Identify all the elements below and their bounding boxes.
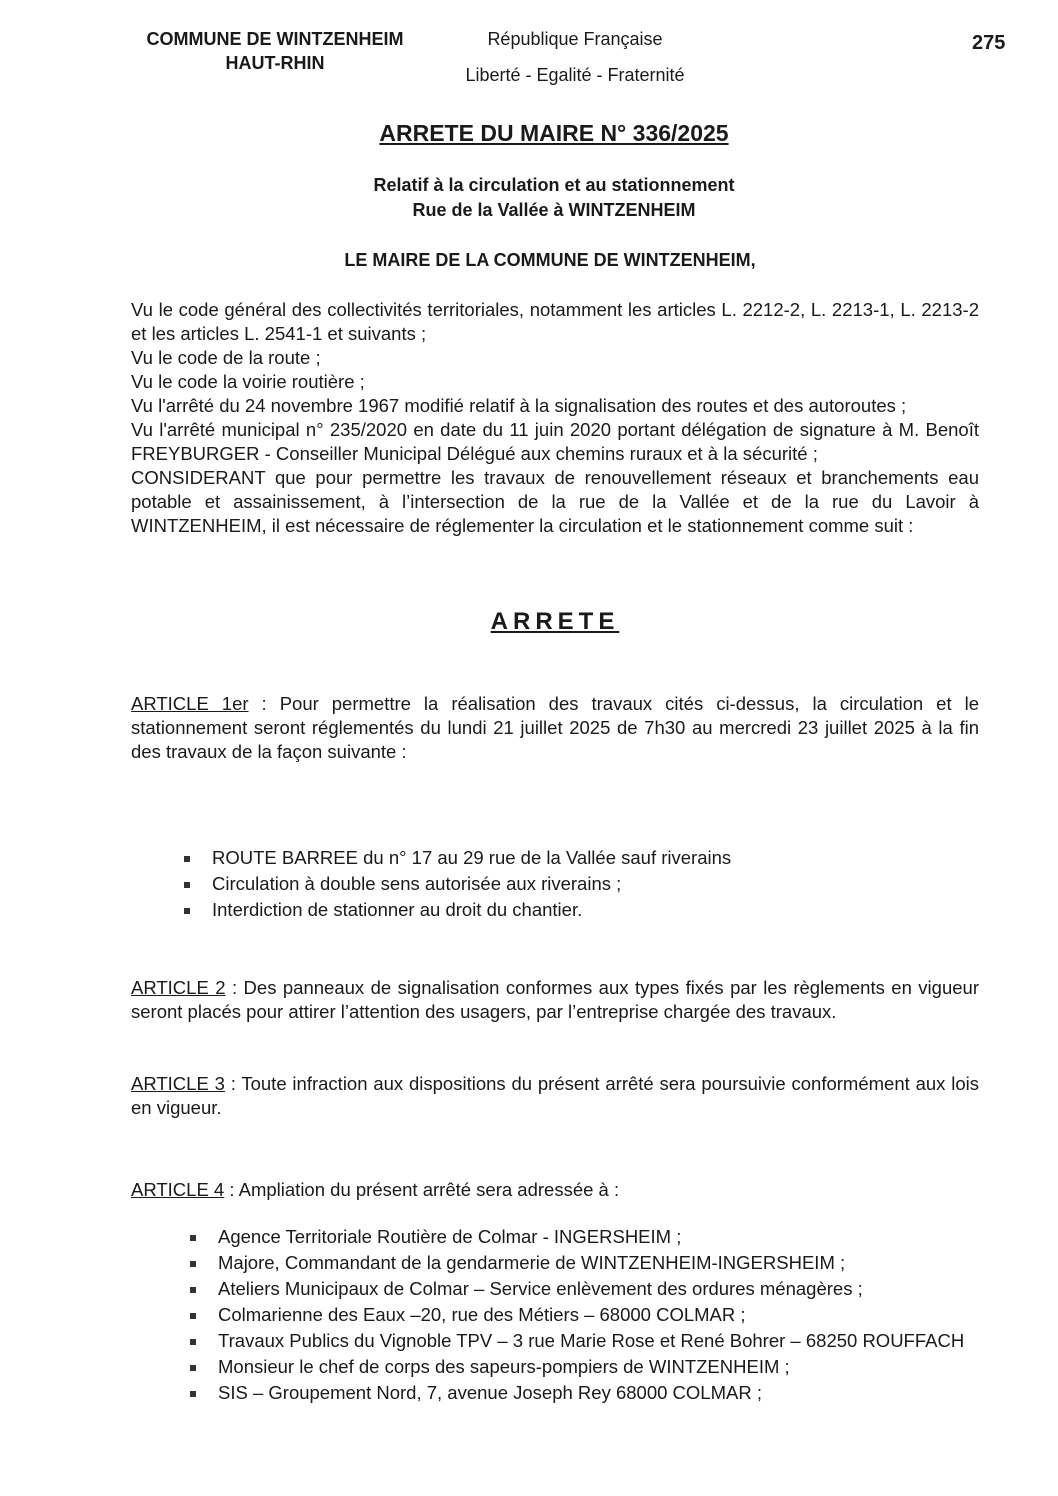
list-item: Monsieur le chef de corps des sapeurs-pompiers de WINTZENHEIM ;	[190, 1354, 1010, 1380]
list-item: Travaux Publics du Vignoble TPV – 3 rue Marie Rose et René Bohrer – 68250 ROUFFACH	[190, 1328, 1010, 1354]
article-1-list	[184, 845, 984, 923]
visa-delegation: Vu l'arrêté municipal n° 235/2020 en date du 11 juin 2020 portant délégation de signature à M. Benoît FREYBURGER - Conseiller Municipal Délégué aux chemins ruraux et à la sécurité ;	[131, 419, 979, 464]
article-1-label: ARTICLE 1er	[131, 693, 249, 714]
bullet-icon	[190, 1287, 196, 1293]
visa-cgct: Vu le code général des collectivités territoriales, notamment les articles L. 2212-2, L. 2213-1, L. 2213-2 et les articles L. 2541-1 et suivants ;	[131, 299, 979, 344]
visa-arrete-1967: Vu l'arrêté du 24 novembre 1967 modifié relatif à la signalisation des routes et des autoroutes ;	[131, 395, 907, 416]
considerant: CONSIDERANT que pour permettre les travaux de renouvellement réseaux et branchements eau potable et assainissement, à l’intersection de la rue de la Vallée et de la rue du Lavoir à WINTZENHEIM, il est nécessaire de réglementer la circulation et le stationnement comme suit :	[131, 467, 979, 536]
list-item: ROUTE BARREE du n° 17 au 29 rue de la Vallée sauf riverains	[184, 845, 984, 871]
list-item: Majore, Commandant de la gendarmerie de WINTZENHEIM-INGERSHEIM ;	[190, 1250, 1010, 1276]
list-item: SIS – Groupement Nord, 7, avenue Joseph Rey 68000 COLMAR ;	[190, 1380, 1010, 1406]
bullet-icon	[184, 908, 190, 914]
list-item: Agence Territoriale Routière de Colmar - INGERSHEIM ;	[190, 1224, 1010, 1250]
bullet-icon	[190, 1339, 196, 1345]
article-4-list	[190, 1224, 1010, 1406]
list-item: Ateliers Municipaux de Colmar – Service enlèvement des ordures ménagères ;	[190, 1276, 1010, 1302]
bullet-icon	[184, 856, 190, 862]
article-2-label: ARTICLE 2	[131, 977, 226, 998]
decree-heading: ARRETE	[490, 608, 620, 635]
page-number: 275	[972, 32, 1006, 54]
article-2	[131, 976, 979, 1024]
subtitle-line-1: Relatif à la circulation et au stationnement	[373, 175, 735, 195]
article-1-text: : Pour permettre la réalisation des travaux cités ci-dessus, la circulation et le stationnement seront réglementés du lundi 21 juillet 2025 de 7h30 au mercredi 23 juillet 2025 à la fin des travaux de la façon suivante :	[131, 693, 979, 762]
article-4-label: ARTICLE 4	[131, 1179, 225, 1200]
national-motto: Liberté - Egalité - Fraternité	[465, 65, 685, 85]
region-name: HAUT-RHIN	[225, 53, 325, 73]
subtitle-line-2: Rue de la Vallée à WINTZENHEIM	[412, 200, 696, 220]
list-item: Circulation à double sens autorisée aux riverains ;	[184, 871, 984, 897]
article-4	[131, 1178, 979, 1202]
article-3-label: ARTICLE 3	[131, 1073, 225, 1094]
visa-code-route: Vu le code de la route ;	[131, 347, 321, 368]
commune-name: COMMUNE DE WINTZENHEIM	[146, 29, 404, 49]
visa-code-voirie: Vu le code la voirie routière ;	[131, 371, 365, 392]
list-item: Colmarienne des Eaux –20, rue des Métiers – 68000 COLMAR ;	[190, 1302, 1010, 1328]
list-item: Interdiction de stationner au droit du chantier.	[184, 897, 984, 923]
bullet-icon	[190, 1261, 196, 1267]
article-1	[131, 692, 979, 764]
mayor-authority: LE MAIRE DE LA COMMUNE DE WINTZENHEIM,	[344, 250, 756, 270]
bullet-icon	[190, 1365, 196, 1371]
bullet-icon	[190, 1235, 196, 1241]
republic-label: République Française	[487, 29, 663, 49]
article-3	[131, 1072, 979, 1120]
article-4-text: : Ampliation du présent arrêté sera adressée à :	[224, 1179, 620, 1200]
bullet-icon	[190, 1313, 196, 1319]
article-2-text: : Des panneaux de signalisation conformes aux types fixés par les règlements en vigueur seront placés pour attirer l’attention des usagers, par l’entreprise chargée des travaux.	[131, 977, 979, 1022]
article-3-text: : Toute infraction aux dispositions du présent arrêté sera poursuivie conformément aux lois en vigueur.	[131, 1073, 979, 1118]
bullet-icon	[190, 1391, 196, 1397]
bullet-icon	[184, 882, 190, 888]
visas-block	[131, 298, 979, 538]
decree-title: ARRETE DU MAIRE N° 336/2025	[379, 120, 729, 146]
